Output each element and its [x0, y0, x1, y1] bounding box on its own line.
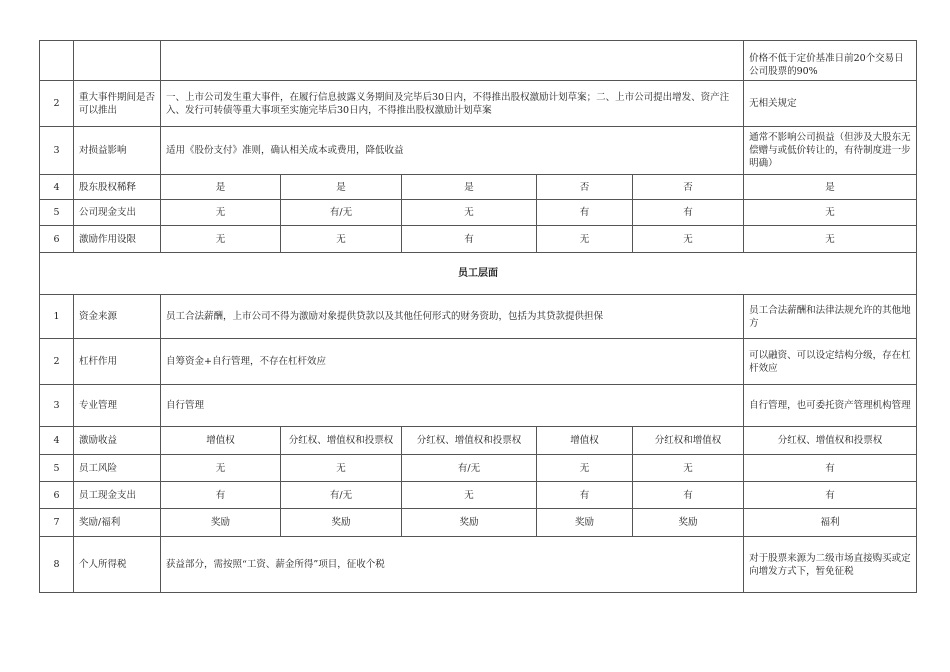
row-desc: 一、上市公司发生重大事件，在履行信息披露义务期间及完毕后30日内，不得推出股权激励计划草案；二、上市公司提出增发、资产注入、发行可转债等重大事项至实施完毕后30日内，不得推出股权激励计划草案 [161, 81, 744, 127]
comparison-table [39, 40, 917, 593]
row-item: 激励收益 [74, 427, 161, 455]
cell: 分红权、增值权和投票权 [402, 427, 537, 455]
row-item: 公司现金支出 [74, 200, 161, 226]
row-item: 个人所得税 [74, 537, 161, 593]
row-number: 2 [40, 81, 74, 127]
cell: 有/无 [281, 200, 402, 226]
cell: 有 [744, 455, 917, 482]
cell: 否 [537, 175, 633, 200]
cell: 有 [537, 200, 633, 226]
table-row [40, 509, 917, 537]
table-row [40, 226, 917, 253]
row-number: 4 [40, 427, 74, 455]
cell: 福利 [744, 509, 917, 537]
cell: 有 [744, 482, 917, 509]
cell: 无 [744, 226, 917, 253]
row-item: 股东股权稀释 [74, 175, 161, 200]
row-last: 无相关规定 [744, 81, 917, 127]
section-title: 员工层面 [40, 253, 917, 295]
cell: 无 [744, 200, 917, 226]
table-row [40, 127, 917, 175]
cell: 是 [402, 175, 537, 200]
row-desc: 获益部分，需按照“工资、薪金所得”项目，征收个税 [161, 537, 744, 593]
cell: 奖励 [537, 509, 633, 537]
row-item: 重大事件期间是否可以推出 [74, 81, 161, 127]
cell: 有/无 [281, 482, 402, 509]
row-last: 可以融资、可以设定结构分级，存在杠杆效应 [744, 339, 917, 385]
row-item: 杠杆作用 [74, 339, 161, 385]
cell: 无 [161, 200, 281, 226]
table-row [40, 385, 917, 427]
row-item: 员工风险 [74, 455, 161, 482]
row-item [74, 41, 161, 81]
cell: 否 [633, 175, 744, 200]
table-row [40, 175, 917, 200]
cell: 奖励 [281, 509, 402, 537]
cell: 增值权 [537, 427, 633, 455]
row-desc: 适用《股份支付》准则，确认相关成本或费用，降低收益 [161, 127, 744, 175]
cell: 有 [161, 482, 281, 509]
table-row [40, 455, 917, 482]
row-last: 员工合法薪酬和法律法规允许的其他地方 [744, 295, 917, 339]
table-row [40, 482, 917, 509]
row-last: 价格不低于定价基准日前20个交易日公司股票的90% [744, 41, 917, 81]
cell: 无 [281, 455, 402, 482]
section-header-row [40, 253, 917, 295]
cell: 无 [537, 226, 633, 253]
row-last: 对于股票来源为二级市场直接购买或定向增发方式下，暂免征税 [744, 537, 917, 593]
row-number: 1 [40, 295, 74, 339]
row-number: 3 [40, 127, 74, 175]
table-row [40, 200, 917, 226]
row-last: 通常不影响公司损益（但涉及大股东无偿赠与或低价转让的，有待制度进一步明确） [744, 127, 917, 175]
row-item: 员工现金支出 [74, 482, 161, 509]
cell: 有 [537, 482, 633, 509]
cell: 无 [161, 455, 281, 482]
cell: 无 [633, 226, 744, 253]
row-number: 6 [40, 482, 74, 509]
row-item: 激励作用设限 [74, 226, 161, 253]
row-last: 自行管理，也可委托资产管理机构管理 [744, 385, 917, 427]
row-desc [161, 41, 744, 81]
cell: 分红权、增值权和投票权 [281, 427, 402, 455]
row-number: 6 [40, 226, 74, 253]
cell: 无 [537, 455, 633, 482]
row-number: 8 [40, 537, 74, 593]
cell: 有 [633, 482, 744, 509]
row-number: 5 [40, 200, 74, 226]
cell: 增值权 [161, 427, 281, 455]
cell: 奖励 [402, 509, 537, 537]
row-number [40, 41, 74, 81]
row-item: 资金来源 [74, 295, 161, 339]
table-row [40, 427, 917, 455]
cell: 无 [402, 482, 537, 509]
row-item: 对损益影响 [74, 127, 161, 175]
cell: 无 [161, 226, 281, 253]
table-row [40, 339, 917, 385]
cell: 有 [633, 200, 744, 226]
cell: 有/无 [402, 455, 537, 482]
cell: 是 [744, 175, 917, 200]
row-number: 5 [40, 455, 74, 482]
cell: 分红权和增值权 [633, 427, 744, 455]
cell: 分红权、增值权和投票权 [744, 427, 917, 455]
cell: 奖励 [161, 509, 281, 537]
table-row [40, 537, 917, 593]
cell: 无 [633, 455, 744, 482]
table-row [40, 81, 917, 127]
table-row [40, 41, 917, 81]
row-desc: 自行管理 [161, 385, 744, 427]
row-number: 7 [40, 509, 74, 537]
cell: 是 [281, 175, 402, 200]
cell: 有 [402, 226, 537, 253]
row-desc: 员工合法薪酬，上市公司不得为激励对象提供贷款以及其他任何形式的财务资助，包括为其贷款提供担保 [161, 295, 744, 339]
row-item: 奖励/福利 [74, 509, 161, 537]
row-item: 专业管理 [74, 385, 161, 427]
row-number: 3 [40, 385, 74, 427]
cell: 奖励 [633, 509, 744, 537]
row-desc: 自筹资金+自行管理，不存在杠杆效应 [161, 339, 744, 385]
row-number: 4 [40, 175, 74, 200]
row-number: 2 [40, 339, 74, 385]
cell: 无 [281, 226, 402, 253]
table-row [40, 295, 917, 339]
cell: 是 [161, 175, 281, 200]
cell: 无 [402, 200, 537, 226]
